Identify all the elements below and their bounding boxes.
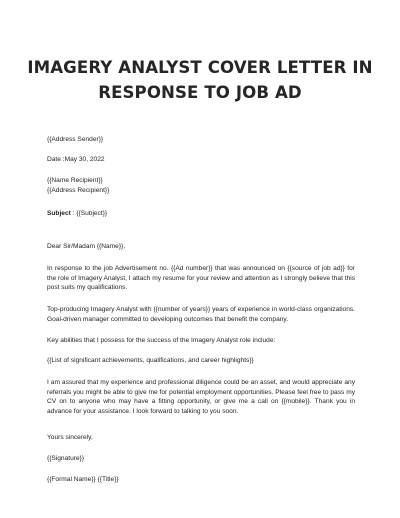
recipient-address: {{Address Recipient}} — [47, 187, 110, 194]
subject-line — [47, 209, 107, 219]
sender-address: {{Address Sender}} — [47, 136, 104, 143]
closing-paragraph: I am assured that my experience and professional diligence could be an asset, and would appreciate any referrals you might be able to give me for potential employment opportunities. Please feel free to pass my CV on to anyone who may have a fitting opportunity, or give me a call on {{mobile}}. Thank you in advance for your assistance. I look forward to talking to you soon. — [47, 379, 355, 416]
subject-label: Subject — [47, 210, 71, 217]
title-line-2: RESPONSE TO JOB AD — [98, 83, 302, 102]
greeting: Dear Sir/Madam {{Name}}, — [47, 243, 126, 250]
title-line-1: IMAGERY ANALYST COVER LETTER IN — [27, 58, 373, 77]
abilities-paragraph: Key abilities that I possess for the success of the Imagery Analyst role include: — [47, 337, 276, 344]
signoff: Yours sincerely, — [47, 434, 93, 441]
intro-paragraph: In response to the job Advertisement no. {{Ad number}} that was announced on {{source of job ad}} for the role of Imagery Analyst, I attach my resume for your review and attention as I strongly believe that this post suits my qualifications. — [47, 265, 355, 292]
highlights-paragraph: {{List of significant achievements, qualifications, and career highlights}} — [47, 357, 254, 364]
subject-value: : {{Subject}} — [70, 210, 108, 217]
signature-placeholder: {{Signature}} — [47, 455, 85, 462]
recipient-name: {{Name Recipient}} — [47, 177, 103, 184]
formal-name: {{Formal Name}} {{Title}} — [47, 476, 119, 483]
page-title — [0, 55, 400, 105]
experience-paragraph: Top-producing Imagery Analyst with {{number of years}} years of experience in world-class organizations. Goal-driven manager committed to developing outcomes that benefit the company. — [47, 306, 355, 323]
letter-date: Date :May 30, 2022 — [47, 156, 105, 163]
